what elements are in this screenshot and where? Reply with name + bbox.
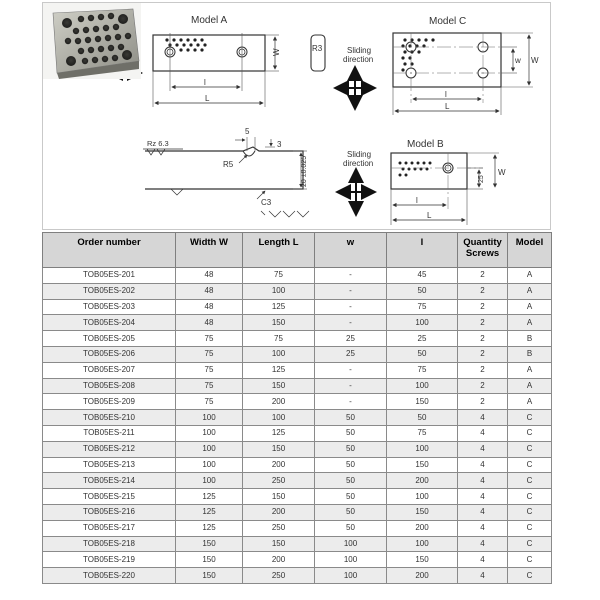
cell-order-number: TOB05ES-216 [43,504,176,520]
model-b-sliding-label-2: direction [343,159,374,168]
cell-l: 75 [387,299,458,315]
table-row [43,346,552,362]
cell-order-number: TOB05ES-209 [43,394,176,410]
cell-order-number: TOB05ES-213 [43,457,176,473]
cell-width-w: 125 [176,489,243,505]
cell-width-w: 48 [176,299,243,315]
table-row [43,552,552,568]
table-row [43,473,552,489]
cell-model: C [508,520,552,536]
cell-quantity-screws: 4 [458,425,508,441]
cell-width-w: 100 [176,410,243,426]
cell-order-number: TOB05ES-204 [43,315,176,331]
cell-length-l: 125 [243,425,315,441]
cell-w: 100 [315,536,387,552]
cell-l: 100 [387,378,458,394]
cell-quantity-screws: 4 [458,520,508,536]
model-b-sliding-label-1: Sliding [347,150,372,159]
cell-quantity-screws: 2 [458,346,508,362]
model-b-dim-l: l [416,196,418,205]
cell-w: 50 [315,520,387,536]
table-row [43,268,552,284]
cell-model: C [508,473,552,489]
cell-model: A [508,299,552,315]
section-c3: C3 [261,198,272,207]
cell-model: B [508,346,552,362]
cell-model: C [508,536,552,552]
cell-l: 150 [387,457,458,473]
cell-model: C [508,568,552,584]
cell-width-w: 75 [176,378,243,394]
cell-order-number: TOB05ES-202 [43,283,176,299]
model-a-dim-R3: R3 [312,44,323,53]
cell-quantity-screws: 2 [458,283,508,299]
cell-l: 50 [387,410,458,426]
cell-l: 150 [387,504,458,520]
model-b-dim-L: L [427,211,432,220]
cell-w: - [315,315,387,331]
model-b-graphite-dots [399,162,432,177]
cell-quantity-screws: 4 [458,441,508,457]
cell-length-l: 250 [243,568,315,584]
header-l: l [387,233,458,268]
cell-model: C [508,410,552,426]
section-view [143,127,309,217]
cell-width-w: 48 [176,268,243,284]
model-b-drawing [339,139,506,225]
table-row [43,568,552,584]
cell-length-l: 125 [243,362,315,378]
model-a-title: Model A [191,15,228,26]
table-row [43,457,552,473]
cell-width-w: 75 [176,331,243,347]
cell-width-w: 48 [176,283,243,299]
cell-quantity-screws: 4 [458,536,508,552]
cell-quantity-screws: 4 [458,489,508,505]
cell-length-l: 100 [243,283,315,299]
section-rz: Rz 6.3 [147,139,169,148]
cell-model: A [508,362,552,378]
cell-length-l: 200 [243,504,315,520]
cell-w: 50 [315,489,387,505]
cell-order-number: TOB05ES-207 [43,362,176,378]
model-a-dim-l: l [204,78,206,87]
cell-length-l: 250 [243,473,315,489]
cell-length-l: 100 [243,410,315,426]
cell-length-l: 150 [243,536,315,552]
table-row [43,299,552,315]
cell-model: C [508,441,552,457]
cell-width-w: 75 [176,394,243,410]
section-thickness: 20 ±0.025 [301,155,308,187]
table-row [43,362,552,378]
cell-order-number: TOB05ES-217 [43,520,176,536]
cell-w: 100 [315,568,387,584]
table-row [43,536,552,552]
cell-order-number: TOB05ES-211 [43,425,176,441]
table-row [43,378,552,394]
model-a-dim-W: W [272,48,281,56]
cell-order-number: TOB05ES-212 [43,441,176,457]
table-row [43,441,552,457]
cell-l: 150 [387,552,458,568]
model-a-side-profile [311,35,325,71]
cell-length-l: 200 [243,394,315,410]
cell-model: A [508,394,552,410]
cell-order-number: TOB05ES-205 [43,331,176,347]
model-b-dim-25: 25 [478,175,485,183]
model-c-dim-l: l [445,90,447,99]
cell-width-w: 100 [176,457,243,473]
cell-length-l: 75 [243,331,315,347]
table-row [43,394,552,410]
model-c-sliding-label-1: Sliding [347,46,372,55]
cell-l: 75 [387,425,458,441]
model-b-plate [391,153,467,189]
cell-length-l: 125 [243,299,315,315]
cell-l: 50 [387,283,458,299]
cell-length-l: 150 [243,441,315,457]
cell-w: 50 [315,410,387,426]
header-model: Model [508,233,552,268]
cell-width-w: 100 [176,473,243,489]
cell-width-w: 48 [176,315,243,331]
header-length-l: Length L [243,233,315,268]
model-b-dim-W: W [498,168,506,177]
product-photo [43,3,141,79]
cell-width-w: 125 [176,504,243,520]
cell-l: 150 [387,394,458,410]
cell-model: A [508,378,552,394]
table-row [43,315,552,331]
cell-l: 75 [387,362,458,378]
cell-w: 50 [315,425,387,441]
model-b-title: Model B [407,139,444,150]
cell-order-number: TOB05ES-219 [43,552,176,568]
cell-model: C [508,425,552,441]
section-r5: R5 [223,160,234,169]
cell-quantity-screws: 2 [458,299,508,315]
cell-width-w: 150 [176,568,243,584]
cell-quantity-screws: 2 [458,362,508,378]
header-quantity-line1: Quantity [463,237,502,248]
cell-width-w: 100 [176,425,243,441]
model-c-dim-W: W [531,56,539,65]
cell-quantity-screws: 2 [458,331,508,347]
cell-order-number: TOB05ES-210 [43,410,176,426]
cell-l: 45 [387,268,458,284]
cell-w: 50 [315,441,387,457]
cell-quantity-screws: 2 [458,378,508,394]
cell-length-l: 250 [243,520,315,536]
cell-order-number: TOB05ES-220 [43,568,176,584]
cell-quantity-screws: 4 [458,457,508,473]
cell-w: - [315,283,387,299]
cell-w: 50 [315,473,387,489]
cell-model: C [508,489,552,505]
cell-quantity-screws: 4 [458,473,508,489]
cell-l: 200 [387,473,458,489]
model-a-dim-L: L [205,94,210,103]
cell-w: - [315,394,387,410]
cell-length-l: 150 [243,378,315,394]
table-row [43,283,552,299]
cell-quantity-screws: 4 [458,504,508,520]
table-row [43,331,552,347]
model-c-dim-L: L [445,102,450,111]
cell-w: - [315,268,387,284]
cell-w: 100 [315,552,387,568]
cell-model: A [508,283,552,299]
cell-l: 100 [387,536,458,552]
cell-width-w: 150 [176,536,243,552]
cell-quantity-screws: 2 [458,315,508,331]
header-quantity-line2: Screws [465,248,500,259]
specification-table [42,232,552,584]
section-dim-3: 3 [277,140,282,149]
model-c-drawing [337,16,539,115]
table-row [43,504,552,520]
cell-l: 200 [387,520,458,536]
cell-quantity-screws: 4 [458,410,508,426]
cell-model: A [508,315,552,331]
cell-model: C [508,457,552,473]
cell-width-w: 75 [176,362,243,378]
cell-length-l: 200 [243,552,315,568]
header-order-number: Order number [43,233,176,268]
cell-l: 100 [387,489,458,505]
cell-order-number: TOB05ES-203 [43,299,176,315]
cell-order-number: TOB05ES-208 [43,378,176,394]
cell-w: - [315,378,387,394]
cell-order-number: TOB05ES-215 [43,489,176,505]
cell-order-number: TOB05ES-218 [43,536,176,552]
model-c-graphite-dots [401,38,434,71]
cell-order-number: TOB05ES-214 [43,473,176,489]
table-row [43,425,552,441]
cell-model: C [508,552,552,568]
cell-quantity-screws: 4 [458,568,508,584]
cell-width-w: 100 [176,441,243,457]
cell-length-l: 150 [243,489,315,505]
cell-w: 50 [315,457,387,473]
header-quantity-screws [458,233,508,268]
cell-model: B [508,331,552,347]
cell-quantity-screws: 2 [458,268,508,284]
cell-width-w: 75 [176,346,243,362]
cell-l: 25 [387,331,458,347]
cell-length-l: 75 [243,268,315,284]
cell-w: 25 [315,346,387,362]
cell-order-number: TOB05ES-201 [43,268,176,284]
model-c-plate [393,33,501,87]
cell-quantity-screws: 2 [458,394,508,410]
cell-w: - [315,299,387,315]
cell-length-l: 200 [243,457,315,473]
table-row [43,520,552,536]
cell-length-l: 150 [243,315,315,331]
model-c-title: Model C [429,16,467,27]
cell-l: 100 [387,315,458,331]
header-width-w: Width W [176,233,243,268]
cell-l: 50 [387,346,458,362]
cell-model: C [508,504,552,520]
table-header-row [43,233,552,268]
table-row [43,410,552,426]
cell-l: 200 [387,568,458,584]
table-body [43,268,552,584]
table-row [43,489,552,505]
cell-w: 50 [315,504,387,520]
cell-model: A [508,268,552,284]
cell-width-w: 125 [176,520,243,536]
cell-w: 25 [315,331,387,347]
header-w: w [315,233,387,268]
cell-order-number: TOB05ES-206 [43,346,176,362]
model-c-sliding-label-2: direction [343,55,374,64]
cell-l: 100 [387,441,458,457]
cell-length-l: 100 [243,346,315,362]
cell-quantity-screws: 4 [458,552,508,568]
technical-drawing [42,2,551,230]
model-c-dim-w: w [515,56,521,65]
cell-w: - [315,362,387,378]
cell-width-w: 150 [176,552,243,568]
section-dim-5: 5 [245,127,250,136]
